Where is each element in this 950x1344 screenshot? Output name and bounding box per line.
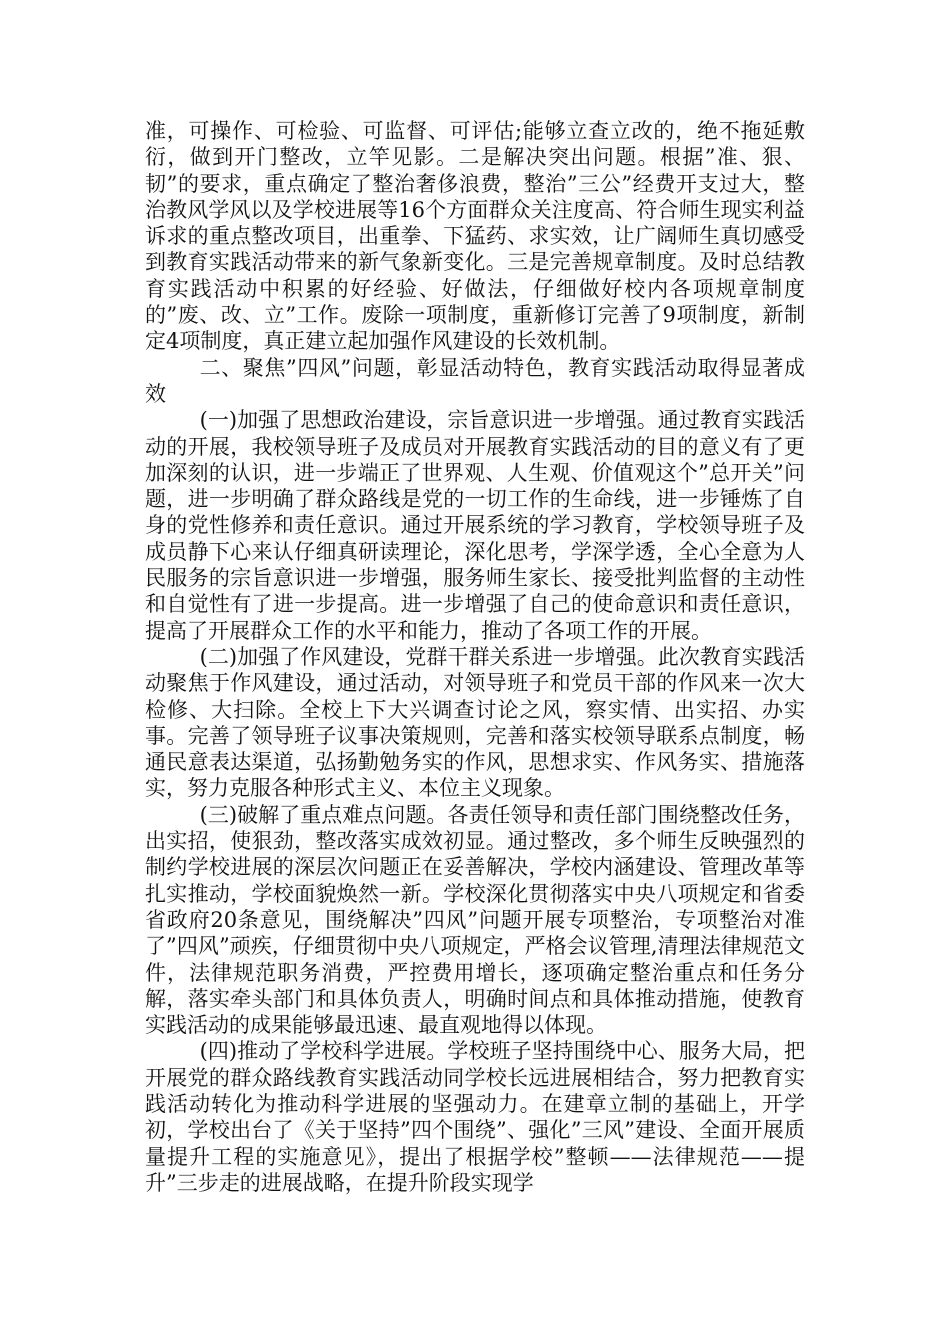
body-paragraph: (一)加强了思想政治建设，宗旨意识进一步增强。通过教育实践活动的开展，我校领导班子及成员对开展教育实践活动的目的意义有了更加深刻的认识，进一步端正了世界观、人生观、价值观这个”总开关”问题，进一步明确了群众路线是党的一切工作的生命线，进一步锤炼了自身的党性修养和责任意识。通过开展系统的学习教育，学校领导班子及成员静下心来认仔细真研读理论，深化思考，学深学透，全心全意为人民服务的宗旨意识进一步增强，服务师生家长、接受批判监督的主动性和自觉性有了进一步提高。进一步增强了自己的使命意识和责任意识，提高了开展群众工作的水平和能力，推动了各项工作的开展。 <box>145 408 805 643</box>
body-paragraph: (二)加强了作风建设，党群干群关系进一步增强。此次教育实践活动聚焦于作风建设，通过活动，对领导班子和党员干部的作风来一次大检修、大扫除。全校上下大兴调查讨论之风，察实情、出实招、办实事。完善了领导班子议事决策规则，完善和落实校领导联系点制度，畅通民意表达渠道，弘扬勤勉务实的作风，思想求实、作风务实、措施落实，努力克服各种形式主义、本位主义现象。 <box>145 644 805 801</box>
document-page <box>145 118 805 1196</box>
body-paragraph: (四)推动了学校科学进展。学校班子坚持围绕中心、服务大局，把开展党的群众路线教育实践活动同学校长远进展相结合，努力把教育实践活动转化为推动科学进展的坚强动力。在建章立制的基础上，开学初，学校出台了《关于坚持”四个围绕”、强化”三风”建设、全面开展质量提升工程的实施意见》，提出了根据学校”整顿——法律规范——提升”三步走的进展战略，在提升阶段实现学 <box>145 1039 805 1195</box>
body-paragraph: (三)破解了重点难点问题。各责任领导和责任部门围绕整改任务，出实招，使狠劲，整改落实成效初显。通过整改，多个师生反映强烈的制约学校进展的深层次问题正在妥善解决，学校内涵建设、管理改革等扎实推动，学校面貌焕然一新。学校深化贯彻落实中央八项规定和省委省政府20条意见，围绕解决”四风”问题开展专项整治，专项整治对准了”四风”顽疾，仔细贯彻中央八项规定，严格会议管理,清理法律规范文件，法律规范职务消费，严控费用增长，逐项确定整治重点和任务分解，落实牵头部门和具体负责人，明确时间点和具体推动措施，使教育实践活动的成果能够最迅速、最直观地得以体现。 <box>145 802 805 1038</box>
section-heading: 二、聚焦”四风”问题，彰显活动特色，教育实践活动取得显著成效 <box>145 355 805 406</box>
body-paragraph: 准，可操作、可检验、可监督、可评估;能够立查立改的，绝不拖延敷衍，做到开门整改，立竿见影。二是解决突出问题。根据”准、狠、韧”的要求，重点确定了整治奢侈浪费，整治”三公”经费开支过大，整治教风学风以及学校进展等16个方面群众关注度高、符合师生现实利益诉求的重点整改项目，出重拳、下猛药、求实效，让广阔师生真切感受到教育实践活动带来的新气象新变化。三是完善规章制度。及时总结教育实践活动中积累的好经验、好做法，仔细做好校内各项规章制度的”废、改、立”工作。废除一项制度，重新修订完善了9项制度，新制定4项制度，真正建立起加强作风建设的长效机制。 <box>145 119 805 354</box>
